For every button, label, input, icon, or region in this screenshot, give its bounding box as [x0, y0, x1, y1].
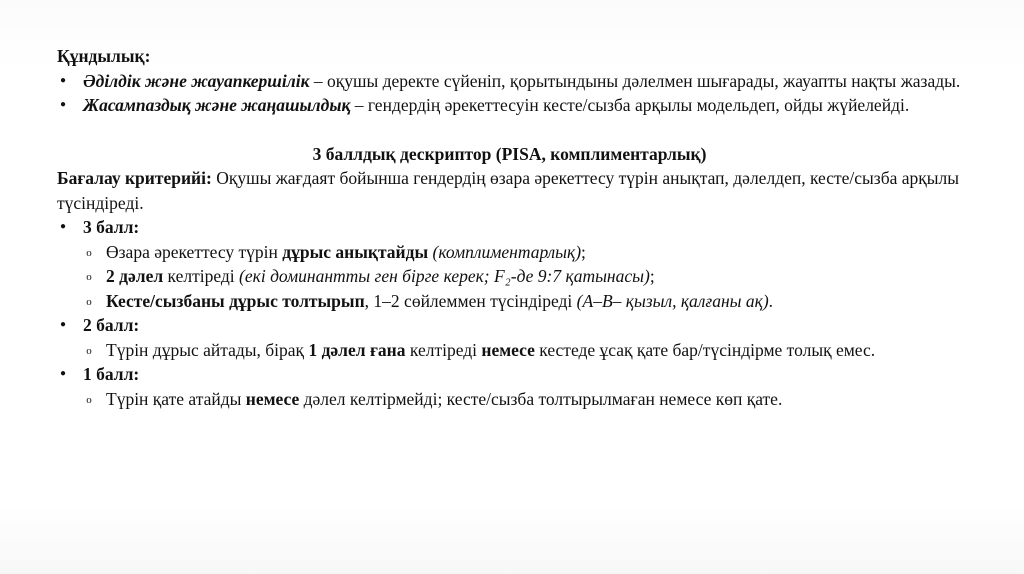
value-item-text: – гендердің әрекеттесуін кесте/сызба арқылы модельдеп, ойды жүйелейді. — [350, 95, 910, 115]
bullet-dot-icon: ● — [59, 221, 67, 232]
subitem-text-run: Түрін қате атайды — [106, 388, 246, 409]
values-heading: Құндылық: — [57, 46, 151, 66]
subitem-text-run: ; — [581, 241, 586, 262]
score-level-subitem — [57, 240, 962, 265]
subitem-text-run: Түрін дұрыс айтады, бірақ — [106, 339, 309, 360]
slide-content — [57, 44, 962, 411]
bullet-dot-icon: ● — [59, 74, 67, 86]
subitem-text-run: 2 дәлел — [106, 266, 164, 286]
value-item-title: Жасампаздық және жаңашылдық — [83, 95, 351, 115]
bullet-dot-icon: ● — [59, 368, 67, 379]
bullet-ring-icon: o — [86, 344, 92, 357]
subitem-text-run: немесе — [245, 388, 300, 409]
score-level-label: 2 балл: — [83, 315, 140, 335]
score-level — [57, 362, 962, 387]
subitem-text-run: (екі доминантты ген бірге керек; F₂-де 9:7 қатынасы) — [239, 266, 650, 286]
score-level — [57, 215, 962, 240]
score-level-subitem — [57, 387, 962, 412]
subitem-text-run: . — [768, 290, 774, 311]
subitem-text-run: дәлел келтірмейді; кесте/сызба толтырылмаған немесе көп қате. — [299, 388, 783, 409]
score-level-label: 3 балл: — [83, 217, 140, 237]
descriptor-title: 3 баллдық дескриптор (PISA, комплиментарлық) — [312, 143, 707, 164]
bullet-ring-icon: o — [86, 295, 92, 308]
subitem-text-run: , 1–2 сөйлеммен түсіндіреді — [364, 290, 577, 311]
score-level — [57, 313, 962, 338]
subitem-text-run: 1 дәлел ғана — [308, 339, 406, 360]
subitem-text-run: (A–B– қызыл, қалғаны ақ) — [576, 290, 769, 311]
bullet-ring-icon: o — [86, 271, 92, 283]
score-levels — [57, 215, 962, 411]
subitem-text-run: келтіреді — [163, 266, 240, 286]
value-item-text: – оқушы деректе сүйеніп, қорытындыны дәлелмен шығарады, жауапты нақты жазады. — [309, 70, 961, 91]
value-item-title: Әділдік және жауапкершілік — [83, 70, 310, 91]
subitem-text-run: кестеде ұсақ қате бар/түсіндірме толық емес. — [534, 339, 876, 360]
subitem-text-run: немесе — [481, 339, 535, 360]
criterion-paragraph — [57, 166, 962, 215]
subitem-text-run: келтіреді — [405, 339, 482, 360]
score-level-subitem — [57, 264, 962, 289]
score-level-subitem — [57, 338, 962, 363]
subitem-text-run: ; — [649, 266, 655, 286]
value-item-2 — [57, 93, 962, 118]
subitem-text-run: дұрыс анықтайды — [282, 241, 429, 262]
bullet-dot-icon: ● — [59, 99, 67, 110]
subitem-text-run: (комплиментарлық) — [428, 241, 582, 262]
criterion-text: Оқушы жағдаят бойынша гендердің өзара әрекеттесу түрін анықтап, дәлелдеп, кесте/сызба арқылы түсіндіреді. — [57, 168, 960, 213]
bullet-ring-icon: o — [86, 246, 92, 259]
subitem-text-run: Өзара әрекеттесу түрін — [106, 241, 283, 262]
bullet-dot-icon: ● — [59, 319, 67, 330]
score-level-label: 1 балл: — [83, 364, 140, 384]
spacer — [57, 118, 962, 142]
bullet-ring-icon: o — [86, 393, 92, 406]
value-item-1 — [57, 69, 962, 94]
criterion-label: Бағалау критерийі: — [57, 168, 212, 188]
subitem-text-run: Кесте/сызбаны дұрыс толтырып — [106, 290, 365, 311]
score-level-subitem — [57, 289, 962, 314]
